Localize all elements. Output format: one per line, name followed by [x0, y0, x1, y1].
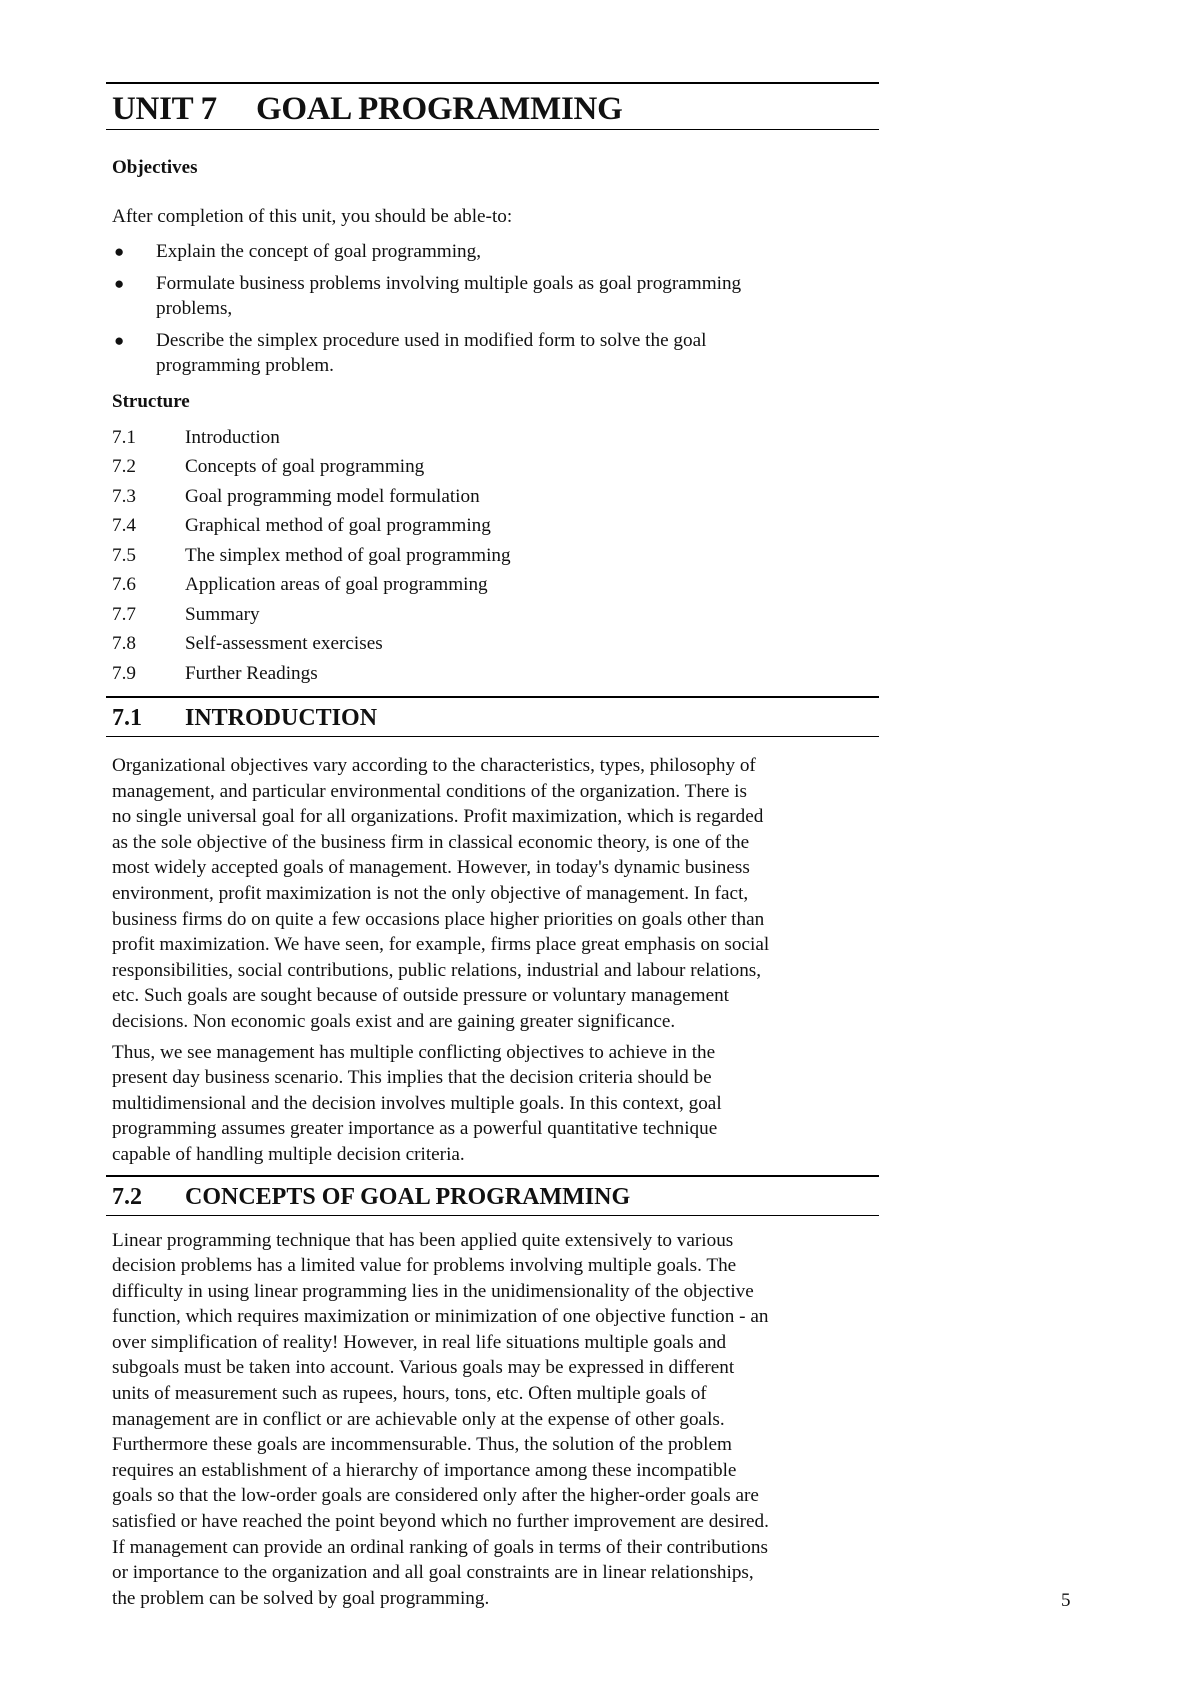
- section-number: 7.2: [112, 1183, 142, 1210]
- toc-item: [106, 452, 879, 482]
- objective-text: Explain the concept of goal programming,: [156, 240, 482, 262]
- bullet-icon: ●: [114, 241, 125, 261]
- toc-label: Introduction: [185, 426, 280, 448]
- section-heading-concepts: [106, 1177, 879, 1215]
- toc-label: Goal programming model formulation: [185, 485, 480, 507]
- toc-item: [106, 423, 879, 453]
- toc-label: Further Readings: [185, 662, 318, 684]
- section-title: CONCEPTS OF GOAL PROGRAMMING: [185, 1183, 631, 1210]
- toc-item: [106, 600, 879, 630]
- structure-list: [106, 423, 879, 689]
- objectives-list: [106, 239, 879, 378]
- toc-number: 7.9: [112, 662, 136, 684]
- toc-label: The simplex method of goal programming: [185, 544, 511, 566]
- toc-number: 7.4: [112, 515, 136, 536]
- section-heading-introduction: [106, 698, 879, 736]
- toc-label: Summary: [185, 603, 260, 625]
- section-number: 7.1: [112, 705, 142, 731]
- toc-item: [106, 659, 879, 689]
- structure-heading: Structure: [112, 390, 190, 412]
- toc-number: 7.8: [112, 633, 136, 654]
- objectives-heading: Objectives: [112, 157, 198, 178]
- toc-label: Concepts of goal programming: [185, 456, 425, 477]
- toc-number: 7.6: [112, 574, 136, 595]
- introduction-paragraph-2: Thus, we see management has multiple conflicting objectives to achieve in the present day business scenario. This implies that the decision criteria should be multidimensional and the decision involves multiple goals. In this context, goal programming assumes greater importance as a powerful quantitative technique capable of handling multiple decision criteria.: [112, 1041, 722, 1165]
- objective-item: [106, 239, 879, 264]
- objective-item: [106, 271, 879, 321]
- toc-number: 7.2: [112, 456, 136, 477]
- toc-item: [106, 541, 879, 571]
- toc-item: [106, 570, 879, 600]
- toc-label: Graphical method of goal programming: [185, 515, 491, 536]
- document-page: [106, 82, 879, 1611]
- toc-number: 7.5: [112, 544, 136, 566]
- objective-text: Describe the simplex procedure used in modified form to solve the goal programming problem.: [156, 329, 707, 376]
- section-title: INTRODUCTION: [185, 705, 378, 731]
- unit-number: UNIT 7: [112, 91, 217, 127]
- toc-item: [106, 482, 879, 512]
- introduction-paragraph-1: Organizational objectives vary according to the characteristics, types, philosophy of management, and particular environmental conditions of the organization. There is no single universal goal for all organizations. Profit maximization, which is regarded as the sole objective of the business firm in classical economic theory, is one of the most widely accepted goals of management. However, in today's dynamic business environment, profit maximization is not the only objective of management. In fact, business firms do on quite a few occasions place higher priorities on goals other than profit maximization. We have seen, for example, firms place great emphasis on social responsibilities, social contributions, public relations, industrial and labour relations, etc. Such goals are sought because of outside pressure or voluntary management decisions. Non economic goals exist and are gaining greater significance.: [112, 755, 770, 1032]
- page-number: 5: [1061, 1590, 1071, 1611]
- unit-title: [106, 84, 879, 129]
- bullet-icon: ●: [114, 273, 125, 293]
- objective-item: [106, 328, 879, 378]
- toc-number: 7.1: [112, 426, 136, 448]
- unit-title-text: GOAL PROGRAMMING: [256, 91, 623, 127]
- toc-label: Application areas of goal programming: [185, 574, 488, 595]
- toc-number: 7.7: [112, 603, 136, 625]
- toc-label: Self-assessment exercises: [185, 633, 383, 654]
- objectives-intro: After completion of this unit, you should be able-to:: [112, 206, 513, 227]
- objective-text: Formulate business problems involving multiple goals as goal programming problems,: [156, 272, 742, 319]
- toc-item: [106, 629, 879, 659]
- toc-item: [106, 511, 879, 541]
- bullet-icon: ●: [114, 330, 125, 350]
- concepts-paragraph-1: Linear programming technique that has been applied quite extensively to various decision problems has a limited value for problems involving multiple goals. The difficulty in using linear programming lies in the unidimensionality of the objective function, which requires maximization or minimization of one objective function - an over simplification of reality! However, in real life situations multiple goals and subgoals must be taken into account. Various goals may be expressed in different units of measurement such as rupees, hours, tons, etc. Often multiple goals of management are in conflict or are achievable only at the expense of other goals. Furthermore these goals are incommensurable. Thus, the solution of the problem requires an establishment of a hierarchy of importance among these incompatible goals so that the low-order goals are considered only after the higher-order goals are satisfied or have reached the point beyond which no further improvement are desired. If management can provide an ordinal ranking of goals in terms of their contributions or importance to the organization and all goal constraints are in linear relationships, the problem can be solved by goal programming.: [112, 1229, 769, 1609]
- toc-number: 7.3: [112, 485, 136, 507]
